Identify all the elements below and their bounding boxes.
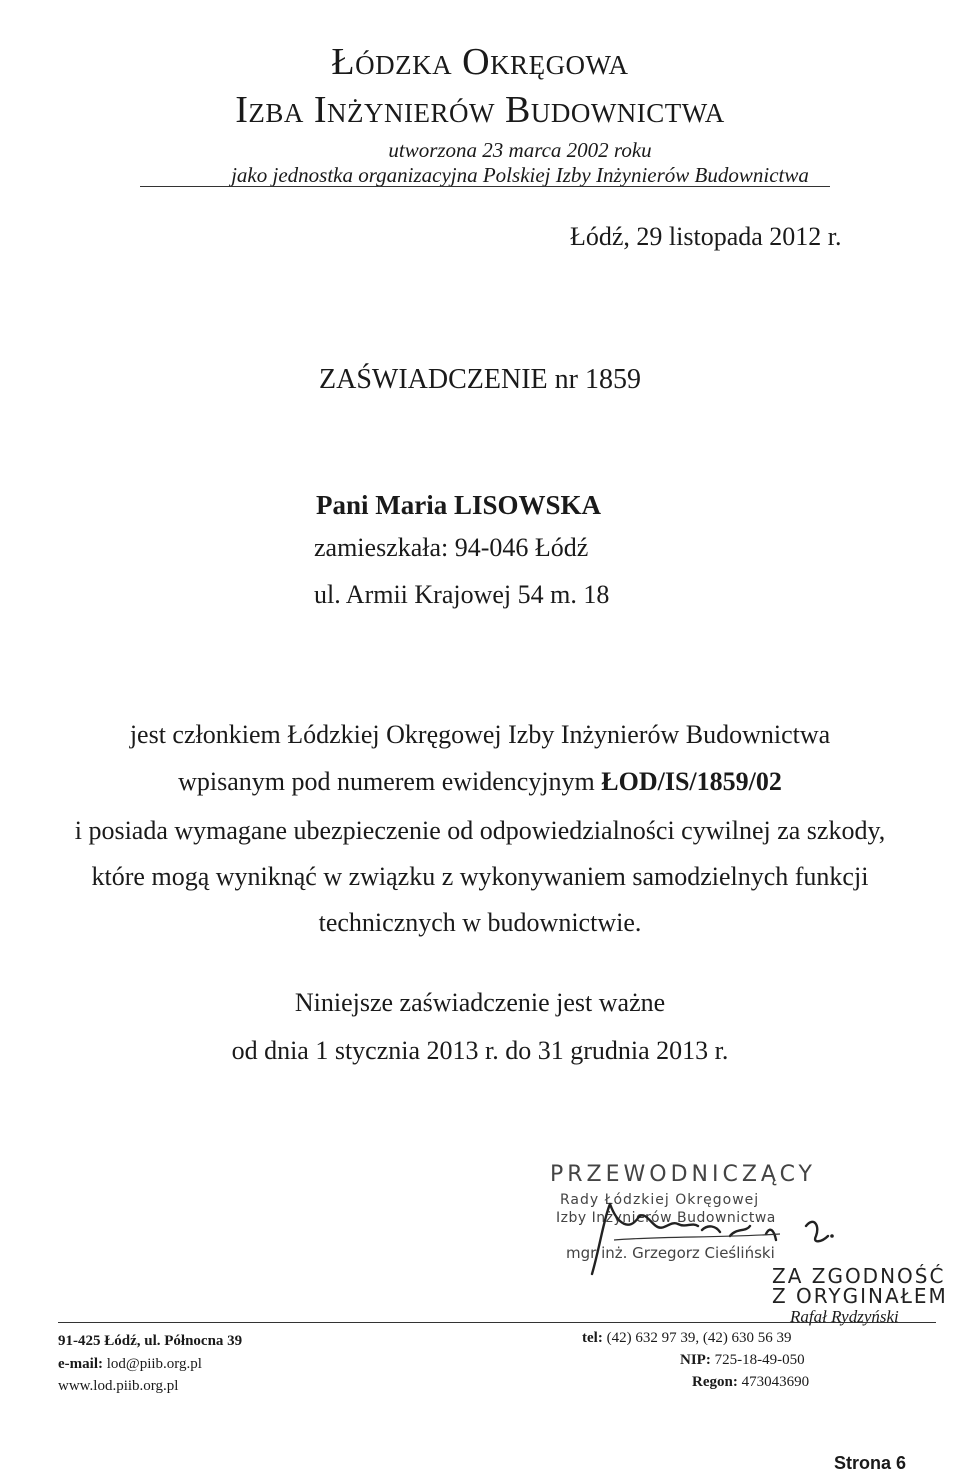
body-line-5: technicznych w budownictwie. xyxy=(318,908,642,937)
footer-divider xyxy=(58,1322,936,1323)
org-name-line2: Izba Inżynierów Budownictwa xyxy=(235,89,725,131)
org-founding-note: utworzona 23 marca 2002 roku xyxy=(388,138,652,162)
page-number: Strona 6 xyxy=(834,1453,907,1473)
addressee-residence: zamieszkała: 94-046 Łódź xyxy=(314,533,589,562)
org-unit-note: jako jednostka organizacyjna Polskiej Izby Inżynierów Budownictwa xyxy=(231,163,809,187)
footer-regon-label: Regon: xyxy=(692,1374,742,1390)
footer-phone-value: (42) 632 97 39, (42) 630 56 39 xyxy=(606,1330,792,1346)
addressee-name: Pani Maria LISOWSKA xyxy=(316,490,602,520)
footer-email-label: e-mail: xyxy=(58,1356,107,1372)
body-line-4: które mogą wyniknąć w związku z wykonywaniem samodzielnych funkcji xyxy=(91,862,869,891)
stamp-line-2: Izby Inżynierów Budownictwa xyxy=(556,1210,776,1226)
validity-line-1: Niniejsze zaświadczenie jest ważne xyxy=(294,988,666,1017)
conformity-line-2: Z ORYGINAŁEM xyxy=(772,1284,948,1308)
header-divider xyxy=(140,186,830,187)
footer-email xyxy=(58,1356,202,1373)
footer-regon-value: 473043690 xyxy=(741,1374,810,1390)
footer-address xyxy=(58,1333,242,1350)
registration-number: ŁOD/IS/1859/02 xyxy=(601,767,782,796)
footer-nip-value: 725-18-49-050 xyxy=(714,1352,805,1368)
footer-website-link[interactable]: www.lod.piib.org.pl xyxy=(58,1378,179,1394)
conformity-line-1: ZA ZGODNOŚĆ xyxy=(772,1264,946,1288)
certificate-title: ZAŚWIADCZENIE nr 1859 xyxy=(319,364,641,395)
body-line-2-prefix: wpisanym pod numerem ewidencyjnym xyxy=(178,767,602,796)
footer-address-text: 91-425 Łódź, ul. Północna 39 xyxy=(58,1333,243,1349)
footer-nip xyxy=(680,1352,805,1369)
stamp-title: PRZEWODNICZĄCY xyxy=(550,1162,816,1187)
org-name-line1: Łódzka Okręgowa xyxy=(331,41,629,83)
document-date: Łódź, 29 listopada 2012 r. xyxy=(570,222,842,251)
body-line-1: jest członkiem Łódzkiej Okręgowej Izby Inżynierów Budownictwa xyxy=(129,720,831,749)
footer-nip-label: NIP: xyxy=(680,1352,715,1368)
body-line-3: i posiada wymagane ubezpieczenie od odpowiedzialności cywilnej za szkody, xyxy=(74,816,886,845)
footer-phone-label: tel: xyxy=(582,1330,607,1346)
validity-line-2: od dnia 1 stycznia 2013 r. do 31 grudnia 2013 r. xyxy=(231,1036,729,1065)
stamp-line-1: Rady Łódzkiej Okręgowej xyxy=(560,1192,760,1208)
stamp-signatory-name: mgr inż. Grzegorz Cieśliński xyxy=(566,1244,775,1262)
addressee-street: ul. Armii Krajowej 54 m. 18 xyxy=(314,580,610,609)
conformity-signatory: Rafał Rydzyński xyxy=(790,1307,899,1326)
footer-regon xyxy=(692,1374,809,1391)
footer-email-link[interactable]: lod@piib.org.pl xyxy=(106,1356,202,1372)
footer-phone xyxy=(582,1330,792,1347)
body-line-2 xyxy=(0,767,960,797)
